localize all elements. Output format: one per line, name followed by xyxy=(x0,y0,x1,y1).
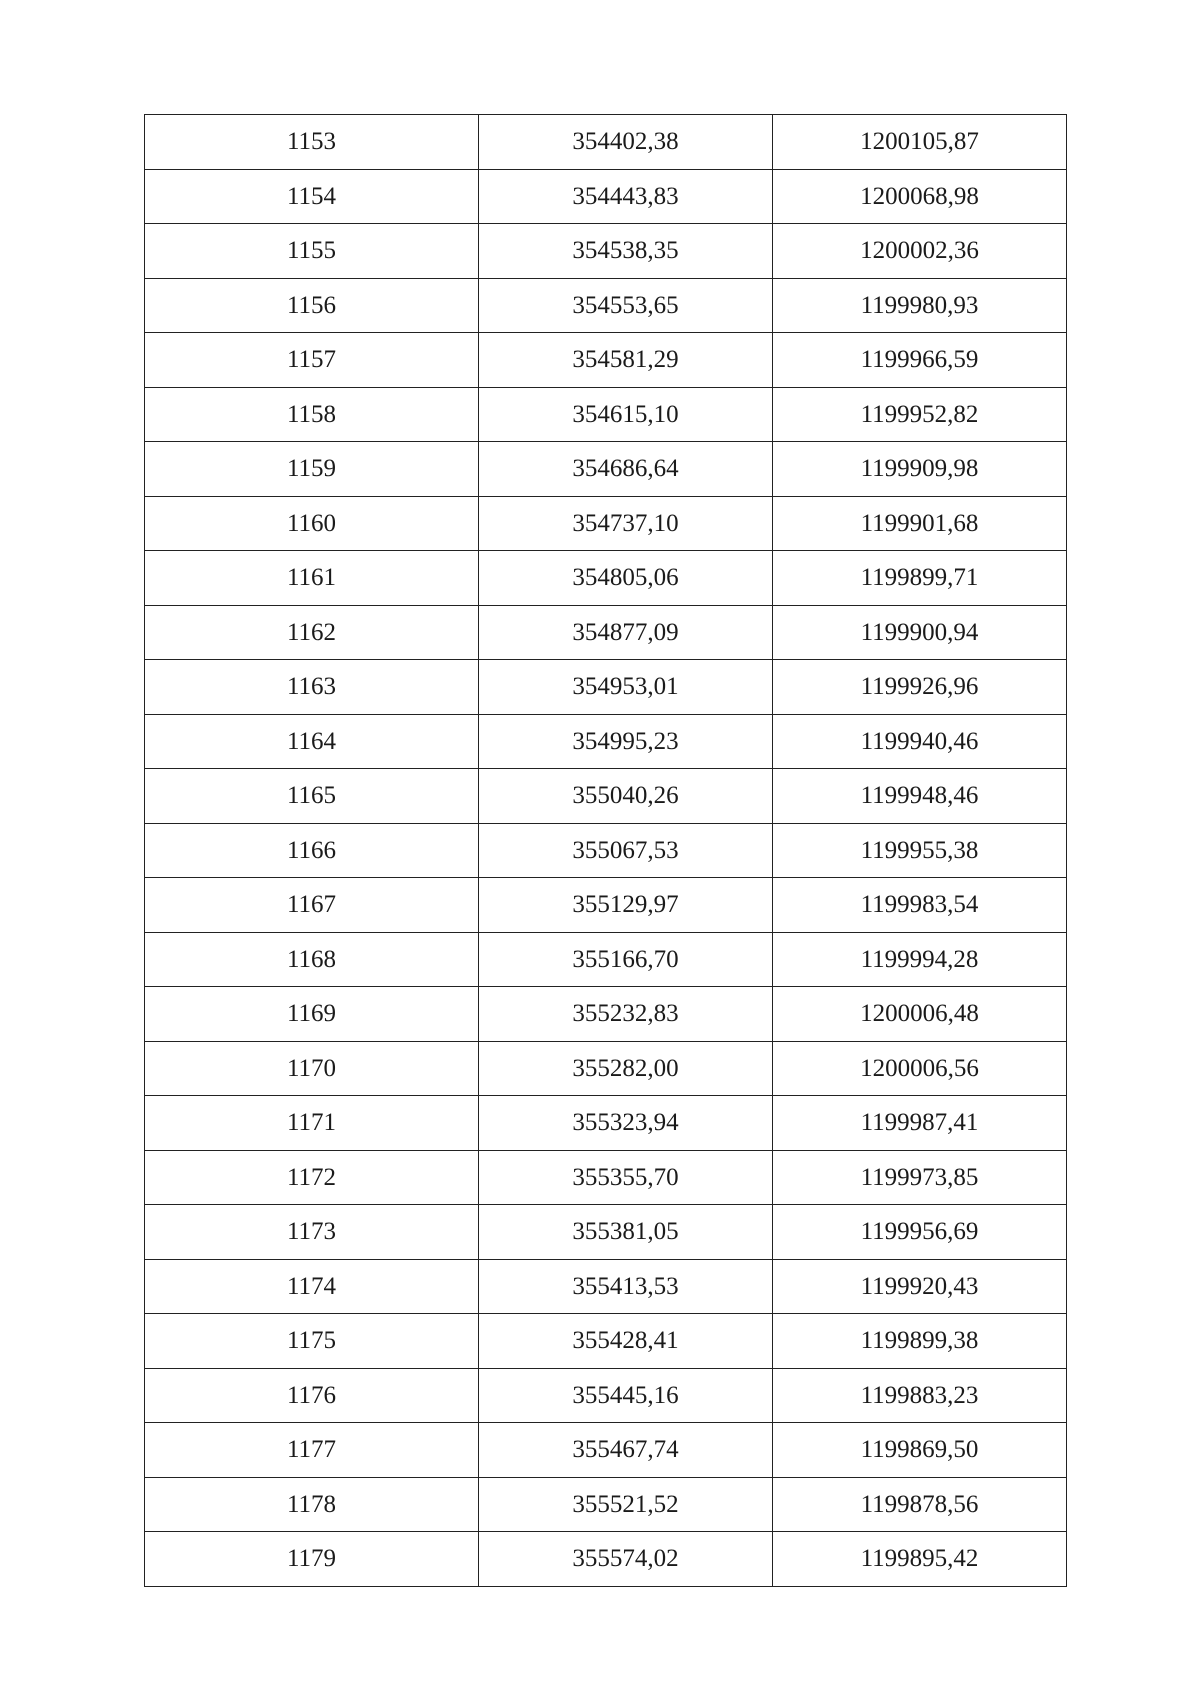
x-coordinate-cell: 355428,41 xyxy=(479,1314,773,1369)
y-coordinate-cell: 1199952,82 xyxy=(773,387,1067,442)
y-coordinate-cell: 1199926,96 xyxy=(773,660,1067,715)
table-row xyxy=(145,115,1067,170)
y-coordinate-cell: 1200006,48 xyxy=(773,987,1067,1042)
table-row xyxy=(145,660,1067,715)
point-number-cell: 1169 xyxy=(145,987,479,1042)
table-row xyxy=(145,1532,1067,1587)
y-coordinate-cell: 1199973,85 xyxy=(773,1150,1067,1205)
point-number-cell: 1175 xyxy=(145,1314,479,1369)
point-number-cell: 1173 xyxy=(145,1205,479,1260)
x-coordinate-cell: 355282,00 xyxy=(479,1041,773,1096)
point-number-cell: 1167 xyxy=(145,878,479,933)
y-coordinate-cell: 1199966,59 xyxy=(773,333,1067,388)
point-number-cell: 1160 xyxy=(145,496,479,551)
table-row xyxy=(145,823,1067,878)
y-coordinate-cell: 1199869,50 xyxy=(773,1423,1067,1478)
point-number-cell: 1168 xyxy=(145,932,479,987)
point-number-cell: 1155 xyxy=(145,224,479,279)
point-number-cell: 1154 xyxy=(145,169,479,224)
x-coordinate-cell: 354443,83 xyxy=(479,169,773,224)
point-number-cell: 1165 xyxy=(145,769,479,824)
x-coordinate-cell: 354995,23 xyxy=(479,714,773,769)
x-coordinate-cell: 355445,16 xyxy=(479,1368,773,1423)
point-number-cell: 1161 xyxy=(145,551,479,606)
y-coordinate-cell: 1200068,98 xyxy=(773,169,1067,224)
table-row xyxy=(145,1205,1067,1260)
x-coordinate-cell: 354553,65 xyxy=(479,278,773,333)
table-row xyxy=(145,1150,1067,1205)
table-row xyxy=(145,333,1067,388)
x-coordinate-cell: 354686,64 xyxy=(479,442,773,497)
y-coordinate-cell: 1199987,41 xyxy=(773,1096,1067,1151)
table-row xyxy=(145,1477,1067,1532)
y-coordinate-cell: 1199940,46 xyxy=(773,714,1067,769)
x-coordinate-cell: 354538,35 xyxy=(479,224,773,279)
point-number-cell: 1162 xyxy=(145,605,479,660)
table-row xyxy=(145,1314,1067,1369)
y-coordinate-cell: 1199895,42 xyxy=(773,1532,1067,1587)
x-coordinate-cell: 354877,09 xyxy=(479,605,773,660)
x-coordinate-cell: 355323,94 xyxy=(479,1096,773,1151)
y-coordinate-cell: 1200105,87 xyxy=(773,115,1067,170)
table-row xyxy=(145,224,1067,279)
point-number-cell: 1153 xyxy=(145,115,479,170)
x-coordinate-cell: 355355,70 xyxy=(479,1150,773,1205)
y-coordinate-cell: 1200006,56 xyxy=(773,1041,1067,1096)
x-coordinate-cell: 354581,29 xyxy=(479,333,773,388)
y-coordinate-cell: 1199980,93 xyxy=(773,278,1067,333)
point-number-cell: 1158 xyxy=(145,387,479,442)
point-number-cell: 1157 xyxy=(145,333,479,388)
point-number-cell: 1156 xyxy=(145,278,479,333)
table-row xyxy=(145,878,1067,933)
x-coordinate-cell: 354737,10 xyxy=(479,496,773,551)
table-row xyxy=(145,714,1067,769)
table-row xyxy=(145,605,1067,660)
y-coordinate-cell: 1199920,43 xyxy=(773,1259,1067,1314)
table-row xyxy=(145,987,1067,1042)
y-coordinate-cell: 1200002,36 xyxy=(773,224,1067,279)
x-coordinate-cell: 355166,70 xyxy=(479,932,773,987)
x-coordinate-cell: 355381,05 xyxy=(479,1205,773,1260)
y-coordinate-cell: 1199899,71 xyxy=(773,551,1067,606)
table-row xyxy=(145,169,1067,224)
y-coordinate-cell: 1199948,46 xyxy=(773,769,1067,824)
table-row xyxy=(145,769,1067,824)
table-row xyxy=(145,496,1067,551)
point-number-cell: 1163 xyxy=(145,660,479,715)
point-number-cell: 1172 xyxy=(145,1150,479,1205)
x-coordinate-cell: 355129,97 xyxy=(479,878,773,933)
coordinates-table xyxy=(144,114,1067,1587)
x-coordinate-cell: 354402,38 xyxy=(479,115,773,170)
y-coordinate-cell: 1199909,98 xyxy=(773,442,1067,497)
point-number-cell: 1159 xyxy=(145,442,479,497)
y-coordinate-cell: 1199901,68 xyxy=(773,496,1067,551)
table-row xyxy=(145,551,1067,606)
x-coordinate-cell: 355040,26 xyxy=(479,769,773,824)
table-row xyxy=(145,278,1067,333)
x-coordinate-cell: 355521,52 xyxy=(479,1477,773,1532)
point-number-cell: 1170 xyxy=(145,1041,479,1096)
coordinates-table-body xyxy=(145,115,1067,1587)
y-coordinate-cell: 1199899,38 xyxy=(773,1314,1067,1369)
x-coordinate-cell: 354805,06 xyxy=(479,551,773,606)
x-coordinate-cell: 355067,53 xyxy=(479,823,773,878)
x-coordinate-cell: 355232,83 xyxy=(479,987,773,1042)
point-number-cell: 1179 xyxy=(145,1532,479,1587)
y-coordinate-cell: 1199983,54 xyxy=(773,878,1067,933)
point-number-cell: 1178 xyxy=(145,1477,479,1532)
table-row xyxy=(145,1423,1067,1478)
point-number-cell: 1177 xyxy=(145,1423,479,1478)
y-coordinate-cell: 1199878,56 xyxy=(773,1477,1067,1532)
x-coordinate-cell: 355413,53 xyxy=(479,1259,773,1314)
point-number-cell: 1164 xyxy=(145,714,479,769)
y-coordinate-cell: 1199900,94 xyxy=(773,605,1067,660)
x-coordinate-cell: 354615,10 xyxy=(479,387,773,442)
table-row xyxy=(145,1368,1067,1423)
table-row xyxy=(145,1041,1067,1096)
table-row xyxy=(145,442,1067,497)
table-row xyxy=(145,1096,1067,1151)
x-coordinate-cell: 355574,02 xyxy=(479,1532,773,1587)
y-coordinate-cell: 1199883,23 xyxy=(773,1368,1067,1423)
point-number-cell: 1166 xyxy=(145,823,479,878)
y-coordinate-cell: 1199956,69 xyxy=(773,1205,1067,1260)
table-row xyxy=(145,1259,1067,1314)
y-coordinate-cell: 1199955,38 xyxy=(773,823,1067,878)
table-row xyxy=(145,932,1067,987)
table-row xyxy=(145,387,1067,442)
y-coordinate-cell: 1199994,28 xyxy=(773,932,1067,987)
x-coordinate-cell: 355467,74 xyxy=(479,1423,773,1478)
point-number-cell: 1176 xyxy=(145,1368,479,1423)
point-number-cell: 1171 xyxy=(145,1096,479,1151)
point-number-cell: 1174 xyxy=(145,1259,479,1314)
x-coordinate-cell: 354953,01 xyxy=(479,660,773,715)
